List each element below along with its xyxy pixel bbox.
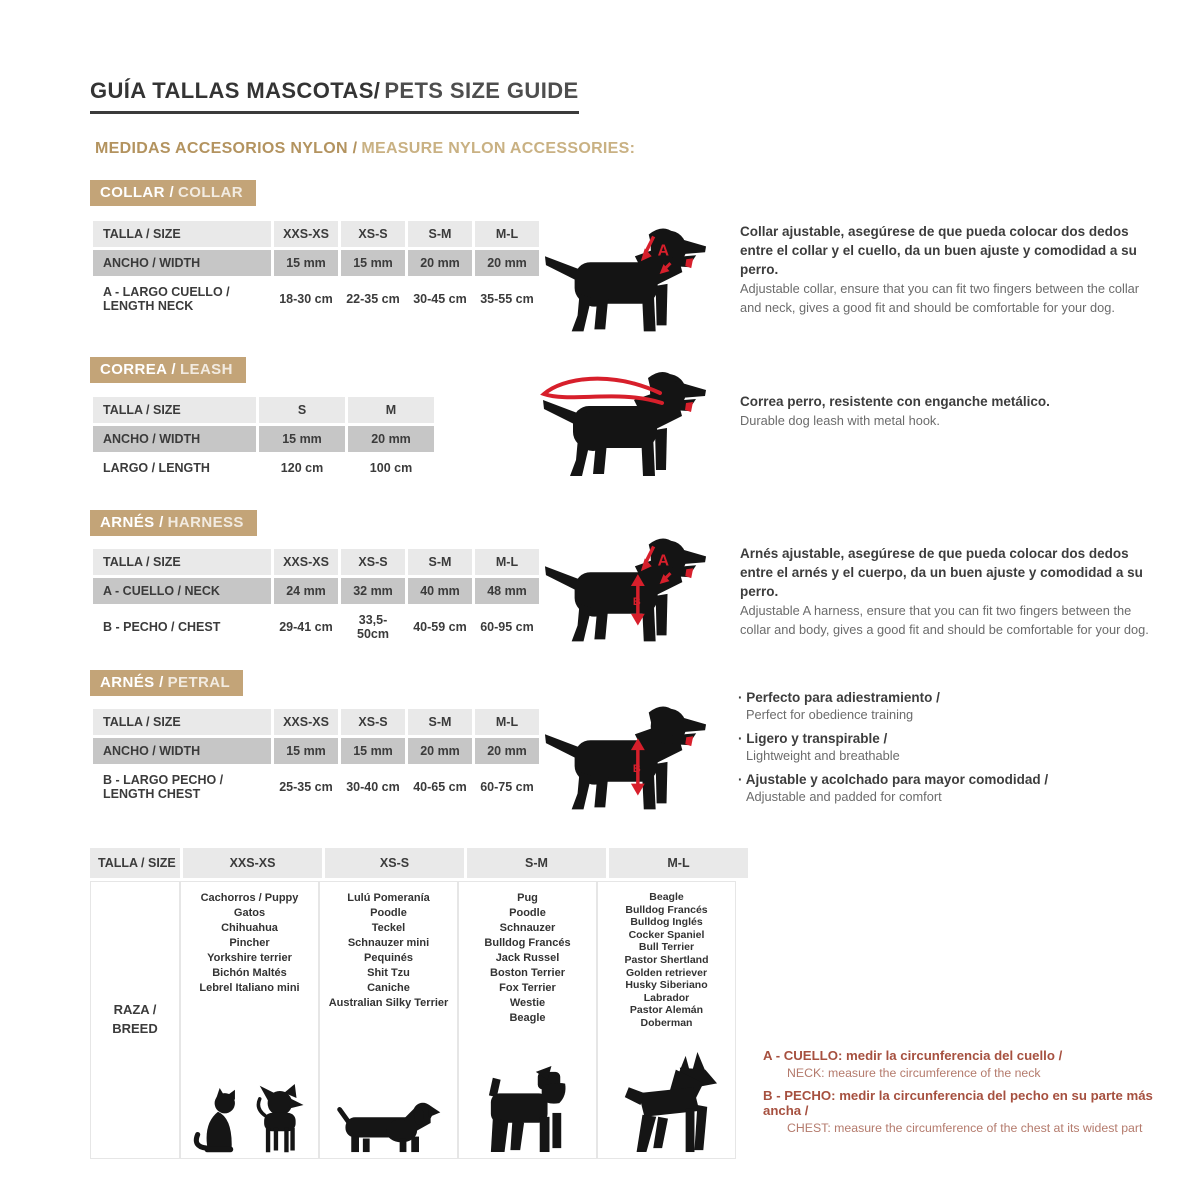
table-row	[93, 250, 539, 276]
breed-item: Bulldog Francés	[484, 937, 571, 949]
breed-item: Bichón Maltés	[212, 967, 287, 979]
dachshund-silhouette-icon	[337, 1094, 441, 1154]
row-label-cell: B - LARGO PECHO / LENGTH CHEST	[93, 767, 271, 807]
value-cell: 35-55 cm	[475, 279, 539, 319]
row-label-cell: ANCHO / WIDTH	[93, 426, 256, 452]
breed-item: Poodle	[370, 907, 407, 919]
row-label-cell: TALLA / SIZE	[93, 549, 271, 575]
table-row	[93, 709, 539, 735]
leash-section-header	[90, 357, 246, 383]
note-bold: A - CUELLO: medir la circunferencia del cuello /	[763, 1048, 1063, 1063]
breed-item: Schnauzer mini	[347, 937, 430, 949]
harness-description	[740, 544, 1152, 639]
breed-item: Labrador	[643, 991, 690, 1004]
value-cell: XXS-XS	[274, 709, 338, 735]
value-cell: 32 mm	[341, 578, 405, 604]
benefit-item	[738, 772, 1158, 804]
dog-with-collar-A-mark-icon	[542, 222, 710, 334]
value-cell: S	[259, 397, 345, 423]
breed-row-label: RAZA / BREED	[90, 881, 180, 1159]
badge-label-es: ARNÉS /	[100, 514, 164, 531]
breed-item: Cocker Spaniel	[628, 928, 705, 941]
table-row	[93, 279, 539, 319]
value-cell: M-L	[475, 709, 539, 735]
value-cell: 33,5-50cm	[341, 607, 405, 647]
breed-item: Husky Siberiano	[625, 979, 708, 992]
value-cell: M-L	[475, 549, 539, 575]
value-cell: 25-35 cm	[274, 767, 338, 807]
benefit-en: Adjustable and padded for comfort	[746, 789, 942, 804]
harness-A-mark-label: A	[657, 552, 670, 570]
breed-list	[320, 882, 457, 1011]
benefit-en: Lightweight and breathable	[746, 748, 900, 763]
row-label-cell: B - PECHO / CHEST	[93, 607, 271, 647]
harness-B-mark-label: B	[632, 595, 641, 608]
value-cell: XXS-XS	[274, 221, 338, 247]
row-label-cell: A - LARGO CUELLO / LENGTH NECK	[93, 279, 271, 319]
value-cell: 22-35 cm	[341, 279, 405, 319]
benefit-en: Perfect for obedience training	[746, 707, 914, 722]
benefit-es: · Ligero y transpirable /	[738, 731, 1158, 746]
value-cell: 40-59 cm	[408, 607, 472, 647]
benefit-es: · Ajustable y acolchado para mayor comodidad /	[738, 772, 1158, 787]
row-label-cell: ANCHO / WIDTH	[93, 250, 271, 276]
cat-silhouette-icon	[192, 1088, 244, 1154]
breed-item: Shit Tzu	[367, 967, 410, 979]
badge-label-es: CORREA /	[100, 361, 176, 378]
badge-label-en: COLLAR	[178, 184, 243, 201]
benefit-item	[738, 731, 1158, 763]
value-cell: S-M	[408, 709, 472, 735]
breed-silhouettes	[459, 1066, 596, 1158]
value-cell: XS-S	[341, 549, 405, 575]
value-cell: 20 mm	[408, 250, 472, 276]
petral-section-header	[90, 670, 243, 696]
breed-item: Chihuahua	[221, 922, 278, 934]
breed-item: Pastor Shertland	[624, 953, 709, 966]
breed-header-cell: XS-S	[325, 848, 464, 878]
value-cell: 30-40 cm	[341, 767, 405, 807]
breed-table-header	[90, 848, 736, 878]
leash-description-en: Durable dog leash with metal hook.	[740, 413, 940, 429]
value-cell: 60-75 cm	[475, 767, 539, 807]
row-label-cell: A - CUELLO / NECK	[93, 578, 271, 604]
breed-column-s-m	[458, 881, 597, 1159]
value-cell: 18-30 cm	[274, 279, 338, 319]
breed-item: Schnauzer	[499, 922, 556, 934]
dog-with-A-and-B-marks-icon	[542, 532, 710, 644]
breed-table-body	[90, 881, 736, 1159]
breed-silhouettes	[320, 1094, 457, 1158]
breed-item: Golden retriever	[625, 966, 708, 979]
breed-item: Jack Russel	[495, 952, 560, 964]
schnauzer-silhouette-icon	[485, 1066, 571, 1154]
value-cell: M	[348, 397, 434, 423]
collar-A-mark-label: A	[657, 242, 670, 260]
breed-item: Teckel	[371, 922, 406, 934]
breed-item: Pastor Alemán	[629, 1004, 704, 1017]
note-item	[763, 1048, 1193, 1080]
value-cell: 29-41 cm	[274, 607, 338, 647]
collar-description	[740, 222, 1152, 317]
breed-header-cell: TALLA / SIZE	[90, 848, 180, 878]
breed-item: Doberman	[640, 1016, 693, 1029]
harness-description-es: Arnés ajustable, asegúrese de que pueda colocar dos dedos entre el arnés y el cuerpo, da un buen ajuste y comodidad a su perro.	[740, 546, 1143, 600]
petral-benefits-list	[738, 690, 1158, 813]
value-cell: S-M	[408, 549, 472, 575]
benefit-es: · Perfecto para adiestramiento /	[738, 690, 1158, 705]
row-label-cell: ANCHO / WIDTH	[93, 738, 271, 764]
value-cell: 15 mm	[341, 738, 405, 764]
breed-item: Poodle	[509, 907, 546, 919]
breed-column-xs-s	[319, 881, 458, 1159]
note-sub: NECK: measure the circumference of the neck	[787, 1066, 1041, 1080]
value-cell: 40-65 cm	[408, 767, 472, 807]
harness-size-table	[90, 546, 542, 650]
value-cell: 15 mm	[259, 426, 345, 452]
breed-item: Beagle	[649, 891, 684, 903]
value-cell: 48 mm	[475, 578, 539, 604]
table-row	[93, 397, 434, 423]
breed-header-cell: XXS-XS	[183, 848, 322, 878]
breed-item: Australian Silky Terrier	[328, 997, 449, 1009]
breed-item: Fox Terrier	[499, 982, 556, 994]
page-title-es: GUÍA TALLAS MASCOTAS/	[90, 78, 381, 103]
benefit-item	[738, 690, 1158, 722]
value-cell: XS-S	[341, 709, 405, 735]
collar-description-es: Collar ajustable, asegúrese de que pueda colocar dos dedos entre el collar y el cuello, da un buen ajuste y comodidad a su perro.	[740, 224, 1137, 278]
badge-label-en: PETRAL	[167, 674, 231, 691]
breed-item: Bulldog Francés	[625, 903, 708, 916]
breed-size-table	[90, 848, 736, 1159]
row-label-cell: TALLA / SIZE	[93, 397, 256, 423]
table-row	[93, 738, 539, 764]
leash-size-table	[90, 394, 437, 484]
doberman-silhouette-icon	[615, 1050, 719, 1154]
value-cell: 20 mm	[348, 426, 434, 452]
value-cell: M-L	[475, 221, 539, 247]
breed-item: Lebrel Italiano mini	[199, 982, 300, 994]
table-row	[93, 426, 434, 452]
breed-item: Caniche	[367, 982, 410, 994]
value-cell: 40 mm	[408, 578, 472, 604]
breed-header-cell: S-M	[467, 848, 606, 878]
breed-item: Bull Terrier	[638, 941, 695, 954]
dog-with-B-chest-mark-icon	[542, 700, 710, 812]
value-cell: 15 mm	[274, 250, 338, 276]
breed-list	[459, 882, 596, 1026]
leash-description	[740, 392, 1152, 430]
value-cell: 20 mm	[475, 738, 539, 764]
table-row	[93, 455, 434, 481]
breed-silhouettes	[598, 1050, 735, 1158]
petral-size-table	[90, 706, 542, 810]
value-cell: S-M	[408, 221, 472, 247]
collar-section-header	[90, 180, 256, 206]
table-row	[93, 578, 539, 604]
harness-description-en: Adjustable A harness, ensure that you can fit two fingers between the collar and body, gives a good fit and should be comfortable for your dog.	[740, 603, 1149, 637]
value-cell: 60-95 cm	[475, 607, 539, 647]
row-label-cell: TALLA / SIZE	[93, 709, 271, 735]
value-cell: 15 mm	[341, 250, 405, 276]
value-cell: XS-S	[341, 221, 405, 247]
badge-label-es: ARNÉS /	[100, 674, 164, 691]
breed-item: Beagle	[509, 1012, 546, 1024]
breed-item: Boston Terrier	[490, 967, 565, 979]
collar-description-en: Adjustable collar, ensure that you can fit two fingers between the collar and neck, gives a good fit and should be comfortable for your dog.	[740, 281, 1140, 315]
value-cell: 100 cm	[348, 455, 434, 481]
badge-label-en: LEASH	[179, 361, 233, 378]
value-cell: 20 mm	[475, 250, 539, 276]
table-row	[93, 549, 539, 575]
chihuahua-silhouette-icon	[250, 1084, 308, 1154]
breed-item: Westie	[509, 997, 546, 1009]
value-cell: 20 mm	[408, 738, 472, 764]
note-item	[763, 1088, 1193, 1135]
breed-column-m-l	[597, 881, 736, 1159]
note-sub: CHEST: measure the circumference of the chest at its widest part	[787, 1121, 1143, 1135]
breed-list	[181, 882, 318, 996]
breed-item: Bulldog Inglés	[630, 916, 703, 929]
value-cell: 30-45 cm	[408, 279, 472, 319]
page-subtitle	[95, 140, 635, 158]
breed-item: Lulú Pomeranía	[347, 892, 430, 904]
breed-item: Pug	[517, 892, 538, 904]
breed-item: Cachorros / Puppy	[200, 892, 299, 904]
harness-section-header	[90, 510, 257, 536]
collar-size-table	[90, 218, 542, 322]
petral-B-mark-label: B	[632, 762, 641, 775]
breed-silhouettes	[181, 1084, 318, 1158]
breed-item: Gatos	[233, 907, 266, 919]
row-label-cell: LARGO / LENGTH	[93, 455, 256, 481]
measurement-notes	[763, 1048, 1193, 1143]
page-title-en: PETS SIZE GUIDE	[384, 78, 579, 103]
value-cell: XXS-XS	[274, 549, 338, 575]
page-subtitle-es: MEDIDAS ACCESORIOS NYLON /	[95, 140, 358, 157]
dog-with-red-leash-icon	[538, 366, 710, 478]
table-row	[93, 767, 539, 807]
value-cell: 15 mm	[274, 738, 338, 764]
breed-column-xxs-xs	[180, 881, 319, 1159]
row-label-cell: TALLA / SIZE	[93, 221, 271, 247]
badge-label-en: HARNESS	[167, 514, 244, 531]
leash-description-es: Correa perro, resistente con enganche metálico.	[740, 394, 1050, 409]
table-row	[93, 607, 539, 647]
note-bold: B - PECHO: medir la circunferencia del pecho en su parte más ancha /	[763, 1088, 1153, 1118]
breed-item: Pincher	[229, 937, 270, 949]
breed-item: Pequinés	[364, 952, 413, 964]
table-row	[93, 221, 539, 247]
breed-item: Yorkshire terrier	[207, 952, 292, 964]
value-cell: 120 cm	[259, 455, 345, 481]
badge-label-es: COLLAR /	[100, 184, 175, 201]
breed-list	[598, 882, 735, 1030]
page-subtitle-en: MEASURE NYLON ACCESSORIES:	[361, 140, 636, 157]
breed-header-cell: M-L	[609, 848, 748, 878]
value-cell: 24 mm	[274, 578, 338, 604]
page-title	[90, 78, 579, 114]
